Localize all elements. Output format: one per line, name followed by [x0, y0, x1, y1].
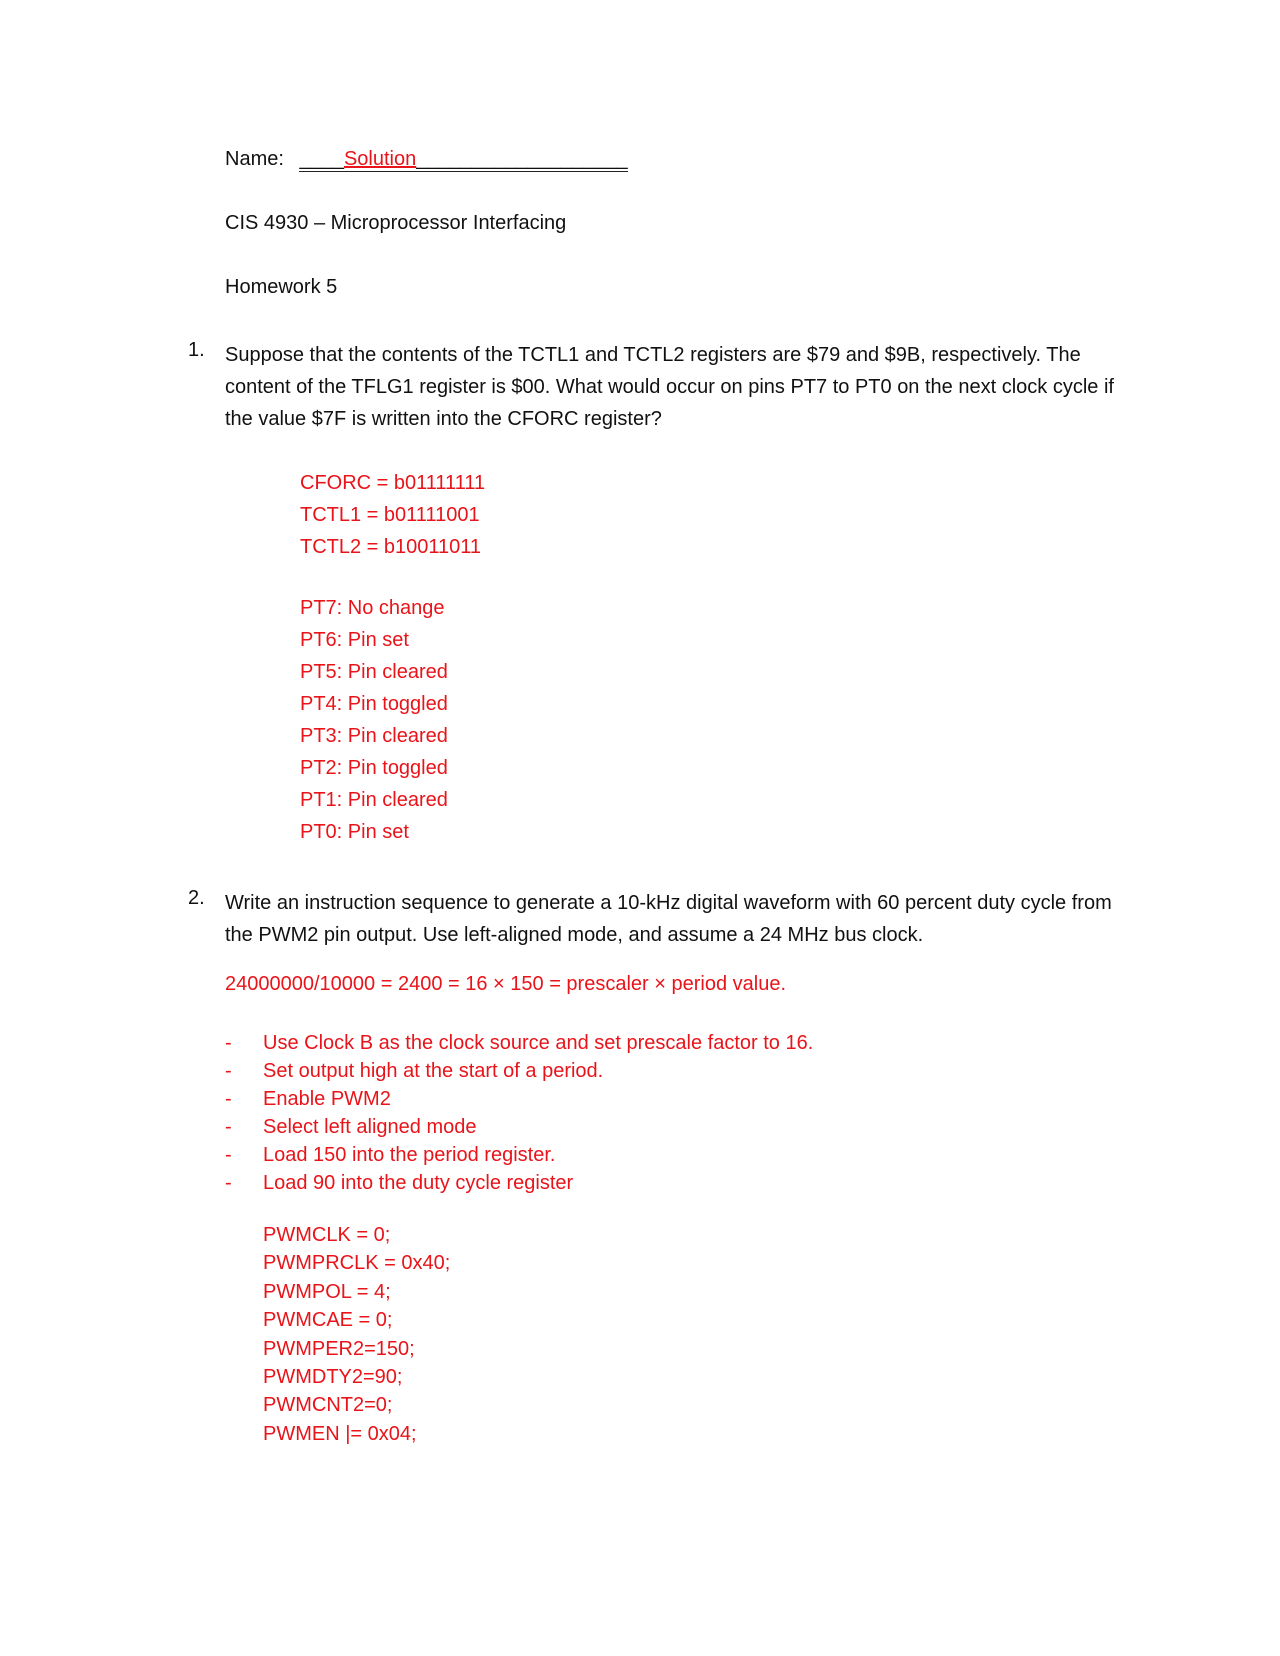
code-line: PWMPRCLK = 0x40;	[263, 1252, 451, 1275]
name-lead-line: ____	[299, 148, 344, 170]
question-1-registers	[300, 467, 485, 563]
step-text: Enable PWM2	[263, 1088, 391, 1110]
question-1-number: 1.	[188, 339, 205, 361]
step-text: Load 90 into the duty cycle register	[263, 1172, 574, 1194]
name-value: Solution	[343, 148, 417, 170]
list-item	[225, 1169, 813, 1197]
step-text: Set output high at the start of a period.	[263, 1060, 604, 1082]
bullet-dash: -	[225, 1032, 232, 1054]
bullet-dash: -	[225, 1060, 232, 1082]
question-2-steps	[225, 1029, 813, 1197]
pin-result: PT3: Pin cleared	[300, 725, 448, 747]
pin-result: PT0: Pin set	[300, 821, 409, 843]
code-line: PWMCAE = 0;	[263, 1309, 393, 1332]
pin-result: PT4: Pin toggled	[300, 693, 448, 715]
register-line: CFORC = b01111111	[300, 472, 486, 494]
bullet-dash: -	[225, 1116, 232, 1138]
list-item	[225, 1057, 813, 1085]
pin-result: PT1: Pin cleared	[300, 789, 448, 811]
course-title: CIS 4930 – Microprocessor Interfacing	[225, 212, 567, 234]
register-line: TCTL2 = b10011011	[300, 536, 482, 558]
code-line: PWMCNT2=0;	[263, 1394, 393, 1417]
assignment-title: Homework 5	[225, 276, 338, 298]
bullet-dash: -	[225, 1088, 232, 1110]
name-line	[225, 148, 628, 172]
register-line: TCTL1 = b01111001	[300, 504, 480, 526]
list-item	[225, 1029, 813, 1057]
bullet-dash: -	[225, 1172, 232, 1194]
question-1-text: Suppose that the contents of the TCTL1 and TCTL2 registers are $79 and $9B, respectively. The content of the TFLG1 register is $00. What would occur on pins PT7 to PT0 on the next clock cycle if the value $7F is written into the CFORC register?	[225, 344, 1114, 430]
pin-result: PT7: No change	[300, 597, 445, 619]
step-text: Select left aligned mode	[263, 1116, 477, 1138]
question-2-code	[263, 1221, 450, 1448]
code-line: PWMCLK = 0;	[263, 1224, 391, 1246]
name-trail-line: ___________________	[416, 148, 628, 170]
question-2-number: 2.	[188, 887, 205, 909]
step-text: Use Clock B as the clock source and set prescale factor to 16.	[263, 1032, 814, 1054]
code-line: PWMPOL = 4;	[263, 1280, 391, 1303]
pin-result: PT2: Pin toggled	[300, 757, 448, 779]
pin-result: PT5: Pin cleared	[300, 661, 448, 683]
step-text: Load 150 into the period register.	[263, 1144, 556, 1166]
question-1-pins	[300, 592, 448, 848]
list-item	[225, 1085, 813, 1113]
bullet-dash: -	[225, 1144, 232, 1166]
code-line: PWMPER2=150;	[263, 1337, 415, 1360]
question-2-calculation: 24000000/10000 = 2400 = 16 × 150 = prescaler × period value.	[225, 973, 787, 995]
list-item	[225, 1141, 813, 1169]
list-item	[225, 1113, 813, 1141]
question-2-text: Write an instruction sequence to generate a 10-kHz digital waveform with 60 percent duty cycle from the PWM2 pin output. Use left-aligned mode, and assume a 24 MHz bus clock.	[225, 892, 1112, 946]
code-line: PWMEN |= 0x04;	[263, 1422, 417, 1445]
code-line: PWMDTY2=90;	[263, 1365, 403, 1388]
name-label: Name:	[225, 148, 284, 170]
name-answer-field	[299, 148, 627, 172]
pin-result: PT6: Pin set	[300, 629, 409, 651]
